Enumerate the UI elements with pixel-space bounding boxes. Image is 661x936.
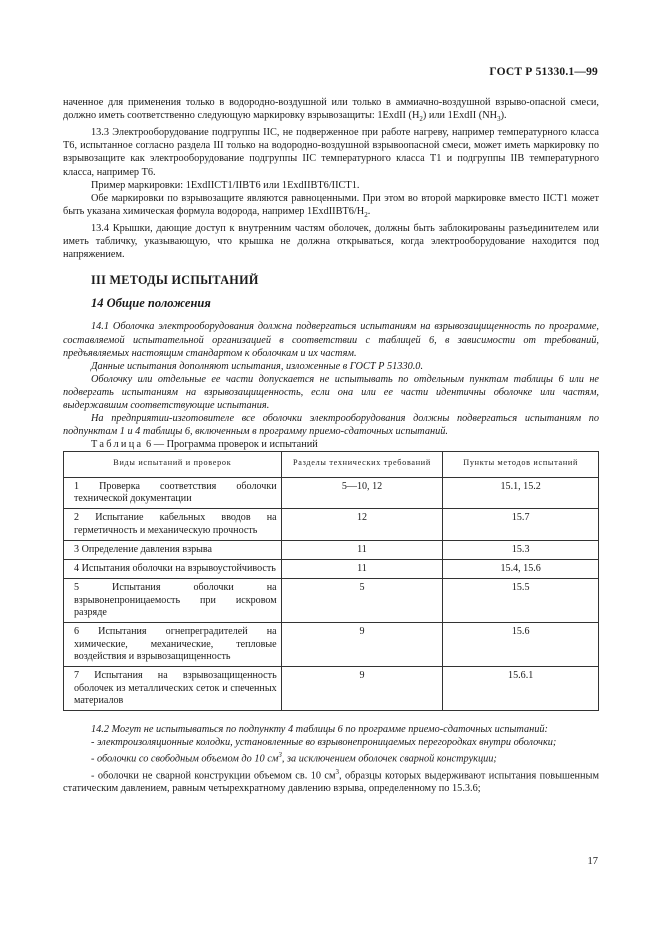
test-name-cell: 7 Испытания на взрывозащищенность оболочек из металлических сеток и спеченных материалов xyxy=(64,667,282,711)
subscript: 3 xyxy=(497,115,501,124)
subscript: 2 xyxy=(364,210,368,219)
document-header: ГОСТ Р 51330.1—99 xyxy=(489,66,598,78)
test-name-cell: 6 Испытания огнепреградителей на химические, механические, тепловые воздействия и взрывозащищенность xyxy=(64,623,282,667)
list-item-insulating-blocks: - электроизоляционные колодки, установленные во взрывонепроницаемых перегородках внутри оболочки; xyxy=(91,737,557,749)
text-run: Обе маркировки по взрывозащите являются равноценными. При этом во второй маркировке вместо IICT1 может быть указана химическая формула водорода, например 1ExdIIBT6/H xyxy=(63,192,599,217)
body-text xyxy=(63,96,599,795)
list-item-non-welded xyxy=(63,766,599,796)
paragraph-14-2: 14.2 Могут не испытываться по подпункту 4 таблицы 6 по программе приемо-сдаточных испытаний: xyxy=(91,724,548,736)
subscript: 2 xyxy=(419,115,423,124)
header-tests: Виды испытаний и проверок xyxy=(64,452,282,477)
subsection-title: 14 Общие положения xyxy=(91,296,211,311)
test-name-cell: 1 Проверка соответствия оболочки технической документации xyxy=(64,477,282,509)
table-caption-label: Таблица xyxy=(91,439,144,451)
test-name-cell: 4 Испытания оболочки на взрывоустойчивость xyxy=(64,560,282,579)
superscript: 3 xyxy=(335,767,339,776)
page-number: 17 xyxy=(587,856,598,867)
test-name-cell: 5 Испытания оболочки на взрывонепроницаемость при искровом разряде xyxy=(64,579,282,623)
text-run: , образцы которых выдерживают испытания повышенным статическим давлением, равным четырехкратному давлению взрыва, определенному по 15.3.6; xyxy=(63,770,599,795)
text-run: - оболочки не сварной конструкции объемом св. 10 см xyxy=(91,770,336,782)
text-run: - оболочки со свободным объемом до 10 см xyxy=(91,753,279,765)
paragraph-supplement: Данные испытания дополняют испытания, изложенные в ГОСТ Р 51330.0. xyxy=(91,360,424,372)
table-row xyxy=(64,579,599,623)
paragraph-13-4: 13.4 Крышки, дающие доступ к внутренним частям оболочек, должны быть заблокированы разъединителем или иметь табличку, указывающую, что крышка не должна открываться, когда электрооборудование находится под напряжением. xyxy=(63,222,599,261)
table-row xyxy=(64,540,599,559)
table-row xyxy=(64,477,599,509)
table-row xyxy=(64,509,599,541)
paragraph-equivalence xyxy=(63,192,599,222)
list-item-small-volume xyxy=(63,749,599,766)
table-row xyxy=(64,623,599,667)
table-caption xyxy=(63,438,599,451)
paragraph-example: Пример маркировки: 1ExdIICT1/IIBT6 или 1ExdIIBT6/IICT1. xyxy=(91,179,360,191)
sections-cell: 11 xyxy=(281,560,443,579)
sections-cell: 5 xyxy=(281,579,443,623)
test-program-table xyxy=(63,451,599,711)
table-header-row xyxy=(64,452,599,477)
methods-cell: 15.6.1 xyxy=(443,667,599,711)
table-row xyxy=(64,560,599,579)
paragraph-continuation xyxy=(63,96,599,126)
sections-cell: 9 xyxy=(281,667,443,711)
table-caption-text: 6 — Программа проверок и испытаний xyxy=(143,439,318,451)
sections-cell: 11 xyxy=(281,540,443,559)
methods-cell: 15.4, 15.6 xyxy=(443,560,599,579)
methods-cell: 15.5 xyxy=(443,579,599,623)
header-methods: Пункты методов испытаний xyxy=(443,452,599,477)
text-run: наченное для применения только в водородно-воздушной или только в аммиачно-воздушной взрыво-опасной смеси, должно иметь соответственно следующую маркировку взрывозащиты: 1ExdII (H xyxy=(63,97,599,122)
text-run: . xyxy=(367,205,371,217)
section-title: III МЕТОДЫ ИСПЫТАНИЙ xyxy=(91,273,259,288)
methods-cell: 15.7 xyxy=(443,509,599,541)
paragraph-shell: Оболочку или отдельные ее части допускается не испытывать по отдельным пунктам таблицы 6 или не подвергать испытаниям на взрывозащищенность, если она или ее части идентичны оболочке или частям, выдержавшим соответствующие испытания. xyxy=(63,373,599,411)
superscript: 3 xyxy=(278,751,282,760)
test-name-cell: 3 Определение давления взрыва xyxy=(64,540,282,559)
text-run: ) или 1ExdII (NH xyxy=(422,110,498,122)
sections-cell: 9 xyxy=(281,623,443,667)
paragraph-14-1: 14.1 Оболочка электрооборудования должна подвергаться испытаниям на взрывозащищенность по программе, составляемой испытательной организацией в соответствии с таблицей 6, в зависимости от требований, предъявляемых настоящим стандартом к оболочкам и их частям. xyxy=(63,321,599,359)
paragraph-factory: На предприятии-изготовителе все оболочки электрооборудования должны подвергаться испытаниям по подпунктам 1 и 4 таблицы 6, включенным в программу приемо-сдаточных испытаний. xyxy=(63,413,599,438)
table-row xyxy=(64,667,599,711)
methods-cell: 15.1, 15.2 xyxy=(443,477,599,509)
sections-cell: 12 xyxy=(281,509,443,541)
text-run: ). xyxy=(500,110,507,122)
header-sections: Разделы технических требований xyxy=(281,452,443,477)
text-run: , за исключением оболочек сварной конструкции; xyxy=(281,753,497,765)
methods-cell: 15.3 xyxy=(443,540,599,559)
methods-cell: 15.6 xyxy=(443,623,599,667)
paragraph-13-3: 13.3 Электрооборудование подгруппы IIC, не подверженное при работе нагреву, например температурного класса Т6, испытанное согласно раздела III только на водородно-воздушной взрывоопасной смеси, может иметь маркировку по взрывозащите как электрооборудование подгруппы IIC температурного класса Т1 и подгруппы IIB температурного класса, например Т6. xyxy=(63,127,599,178)
test-name-cell: 2 Испытание кабельных вводов на герметичность и механическую прочность xyxy=(64,509,282,541)
sections-cell: 5—10, 12 xyxy=(281,477,443,509)
